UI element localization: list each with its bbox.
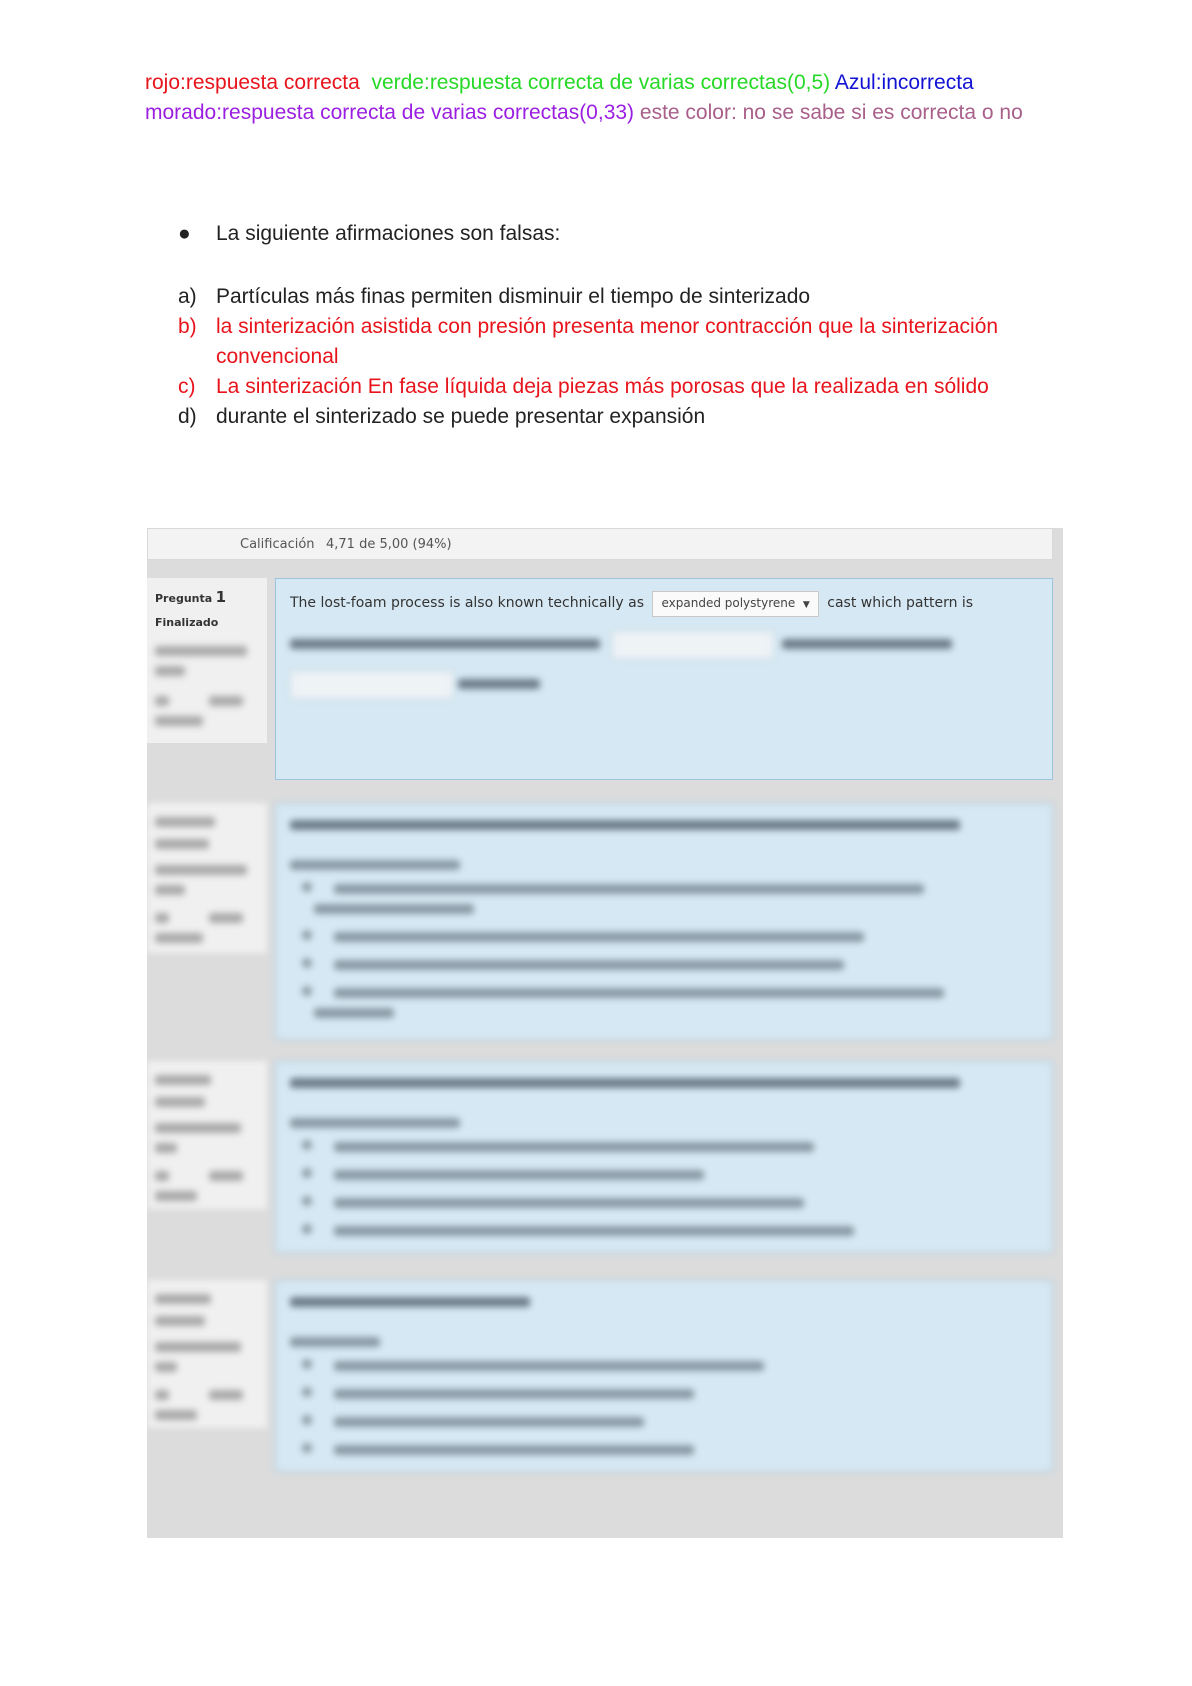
status-text: Finalizado (155, 616, 219, 629)
option-text: la sinterización asistida con presión presenta menor contracción que la sinterización convencional (216, 315, 999, 368)
grade-bar (147, 528, 1053, 560)
quiz-screenshot (147, 528, 1063, 1538)
option-label: a) (178, 285, 197, 308)
option-c (178, 372, 1058, 402)
legend-green: verde:respuesta correcta de varias correctas(0,5) (371, 71, 831, 94)
chevron-down-icon: ▼ (802, 600, 810, 610)
q1-dropdown-value: expanded polystyrene (661, 596, 796, 610)
question-panel-3 (275, 1061, 1053, 1253)
question-info-4 (147, 1280, 267, 1428)
option-d (178, 402, 1058, 432)
prompt-text: La siguiente afirmaciones son falsas: (216, 222, 561, 245)
option-text: La sinterización En fase líquida deja piezas más porosas que la realizada en sólido (216, 375, 989, 398)
q1-text-before: The lost-foam process is also known technically as (290, 595, 645, 611)
answer-options (178, 282, 1058, 432)
question-text-1 (290, 591, 1038, 617)
bullet-icon: ● (178, 222, 191, 245)
option-label: d) (178, 405, 197, 428)
grade-label: Calificación (240, 537, 315, 552)
q1-text-after: cast which pattern is (827, 595, 974, 611)
option-text: durante el sinterizado se puede presentar expansión (216, 405, 706, 428)
pregunta-number: 1 (215, 588, 227, 606)
q1-dropdown[interactable] (652, 591, 818, 617)
question-prompt (178, 222, 560, 246)
question-info-2 (147, 803, 267, 953)
question-info-3 (147, 1061, 267, 1209)
legend-red: rojo:respuesta correcta (145, 71, 360, 94)
legend-purple: morado:respuesta correcta de varias correctas(0,33) (145, 101, 635, 124)
grade-value: 4,71 de 5,00 (94%) (326, 537, 452, 552)
question-panel-4 (275, 1280, 1053, 1472)
question-panel-1 (275, 578, 1053, 780)
legend-blue: Azul:incorrecta (834, 71, 974, 94)
option-b (178, 312, 1058, 372)
question-info-1 (147, 578, 267, 743)
pregunta-label: Pregunta (155, 592, 213, 605)
color-legend (145, 68, 1045, 128)
legend-mauve: este color: no se sabe si es correcta o no (639, 101, 1023, 124)
option-text: Partículas más finas permiten disminuir el tiempo de sinterizado (216, 285, 811, 308)
option-a (178, 282, 1058, 312)
option-label: b) (178, 315, 197, 338)
question-panel-2 (275, 803, 1053, 1040)
option-label: c) (178, 375, 196, 398)
